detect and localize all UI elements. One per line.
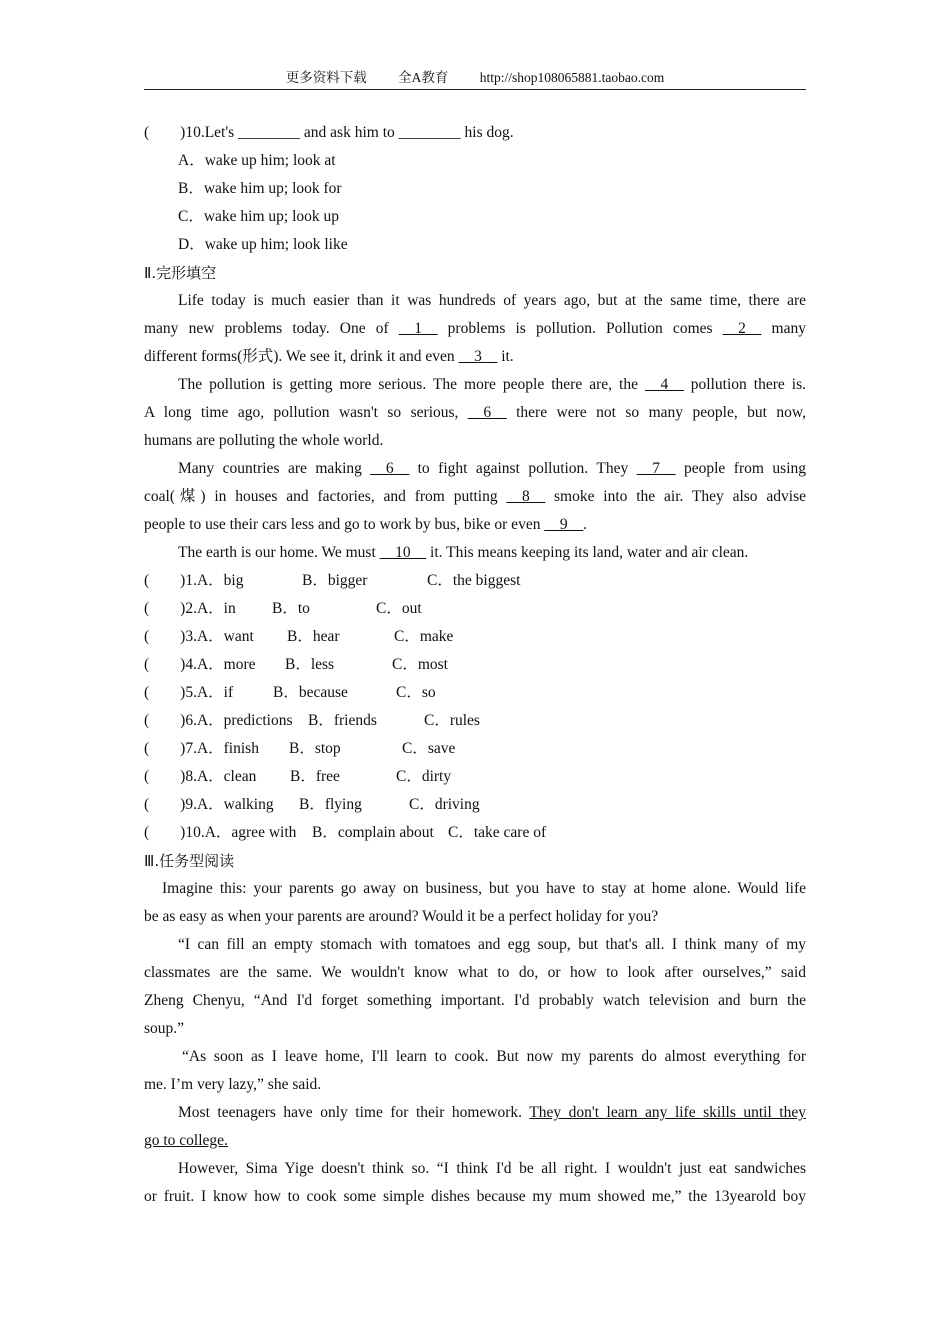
reading-p4-line2 [144,1127,806,1155]
blank-3: __3__ [458,348,498,365]
answer-row [144,595,806,623]
answer-option-a: ( )9.A．walking [144,796,274,813]
answer-row [144,707,806,735]
cloze-answer-list [144,567,806,847]
answer-option-a: ( )1.A．big [144,572,244,589]
reading-p3-line2: me. I’m very lazy,” she said. [144,1076,322,1093]
blank-10: __10__ [379,544,427,561]
answer-option-b: B．stop [289,740,341,757]
answer-row [144,651,806,679]
underlined-sentence: They don't learn any life skills until they [529,1104,806,1121]
page-header [144,66,806,90]
answer-row [144,623,806,651]
cloze-p3-line2 [144,483,806,511]
blank-6: __6__ [370,460,410,477]
question-10-option-c: C．wake him up; look up [178,208,340,225]
cloze-p1-line3 [144,343,806,371]
text: pollution there is. [683,376,806,393]
answer-option-b: B．free [290,768,340,785]
header-url[interactable]: http://shop108065881.taobao.com [479,70,665,85]
answer-option-b: B．bigger [302,572,368,589]
blank-2: __2__ [722,320,762,337]
cloze-p2-line2 [144,399,806,427]
answer-option-a: ( )6.A．predictions [144,712,293,729]
text: Most teenagers have only time for their homework. [178,1104,530,1121]
text: different forms(形式). We see it, drink it and even [144,348,459,365]
reading-p3-line1: “As soon as I leave home, I'll learn to cook. But now my parents do almost everything for [182,1048,806,1065]
answer-row [144,679,806,707]
text: Many countries are making [178,460,371,477]
answer-option-c: C．save [402,740,456,757]
text: to fight against pollution. They [409,460,637,477]
reading-p1-line1: Imagine this: your parents go away on business, but you have to stay at home alone. Would life [162,880,806,897]
text: . [583,516,587,533]
blank-8: __8__ [506,488,546,505]
text: problems is pollution. Pollution comes [437,320,723,337]
cloze-p2-line1 [144,371,806,399]
blank-5: __6__ [467,404,507,421]
cloze-p1-line2 [144,315,806,343]
answer-option-b: B．less [285,656,335,673]
document-body [144,119,806,1211]
answer-option-c: C．take care of [448,824,547,841]
answer-row [144,763,806,791]
answer-row [144,567,806,595]
answer-row [144,819,806,847]
text: people to use their cars less and go to work by bus, bike or even [144,516,545,533]
cloze-p3-line1 [144,455,806,483]
text: there were not so many people, but now, [506,404,806,421]
reading-p2-line4: soup.” [144,1020,185,1037]
text: The pollution is getting more serious. The more people there are, the [178,376,646,393]
blank-9: __9__ [544,516,584,533]
blank-1: __1__ [398,320,438,337]
reading-p2-line2: classmates are the same. We wouldn't know what to do, or how to look after ourselves,” said [144,964,806,981]
reading-p2-line1: “I can fill an empty stomach with tomatoes and egg soup, but that's all. I think many of my [178,936,806,953]
reading-p1-line2: be as easy as when your parents are around? Would it be a perfect holiday for you? [144,908,659,925]
answer-option-b: B．friends [308,712,377,729]
answer-option-a: ( )10.A．agree with [144,824,297,841]
answer-option-c: C．rules [424,712,480,729]
cloze-p4-line1 [144,539,806,567]
header-brand-text: 全A教育 [398,70,449,85]
cloze-p2-line3: humans are polluting the whole world. [144,432,384,449]
answer-option-c: C．driving [409,796,480,813]
reading-p2-line3: Zheng Chenyu, “And I'd forget something important. I'd probably watch television and burn the [144,992,806,1009]
text: A long time ago, pollution wasn't so serious, [144,404,468,421]
text: people from using [675,460,807,477]
reading-p5-line1: However, Sima Yige doesn't think so. “I think I'd be all right. I wouldn't just eat sandwiches [178,1160,806,1177]
header-download-text: 更多资料下载 [285,70,367,85]
question-10-option-d: D．wake up him; look like [178,236,348,253]
underlined-sentence-end: go to college. [144,1132,228,1149]
answer-option-c: C．the biggest [427,572,521,589]
answer-option-c: C．make [394,628,454,645]
answer-option-c: C．most [392,656,448,673]
cloze-p3-line3 [144,511,806,539]
reading-p5-line2: or fruit. I know how to cook some simple dishes because my mum showed me,” the 13yearold boy [144,1188,806,1205]
reading-p4-line1 [144,1099,806,1127]
answer-option-a: ( )3.A．want [144,628,254,645]
text: coal(煤) in houses and factories, and from putting [144,488,507,505]
answer-option-b: B．complain about [312,824,434,841]
answer-option-a: ( )4.A．more [144,656,256,673]
text: it. [497,348,514,365]
answer-row [144,791,806,819]
question-10-option-b: B．wake him up; look for [178,180,342,197]
answer-option-b: B．flying [299,796,362,813]
answer-option-b: B．to [272,600,310,617]
answer-option-a: ( )2.A．in [144,600,236,617]
text: many [761,320,806,337]
answer-option-a: ( )8.A．clean [144,768,257,785]
section-3-title: Ⅲ.任务型阅读 [144,852,235,870]
answer-option-c: C．so [396,684,436,701]
section-2-title: Ⅱ.完形填空 [144,264,217,282]
text: smoke into the air. They also advise [545,488,806,505]
blank-4: __4__ [645,376,684,393]
cloze-p1-line1: Life today is much easier than it was hundreds of years ago, but at the same time, there are [178,292,806,309]
text: many new problems today. One of [144,320,399,337]
answer-option-b: B．hear [287,628,340,645]
question-10-stem: ( )10.Let's ________ and ask him to ________ his dog. [144,124,514,141]
question-10-option-a: A．wake up him; look at [178,152,336,169]
answer-option-a: ( )5.A．if [144,684,234,701]
text: The earth is our home. We must [178,544,380,561]
text: it. This means keeping its land, water and air clean. [426,544,749,561]
answer-option-b: B．because [273,684,348,701]
answer-option-a: ( )7.A．finish [144,740,259,757]
blank-7: __7__ [636,460,676,477]
answer-row [144,735,806,763]
answer-option-c: C．out [376,600,422,617]
answer-option-c: C．dirty [396,768,452,785]
